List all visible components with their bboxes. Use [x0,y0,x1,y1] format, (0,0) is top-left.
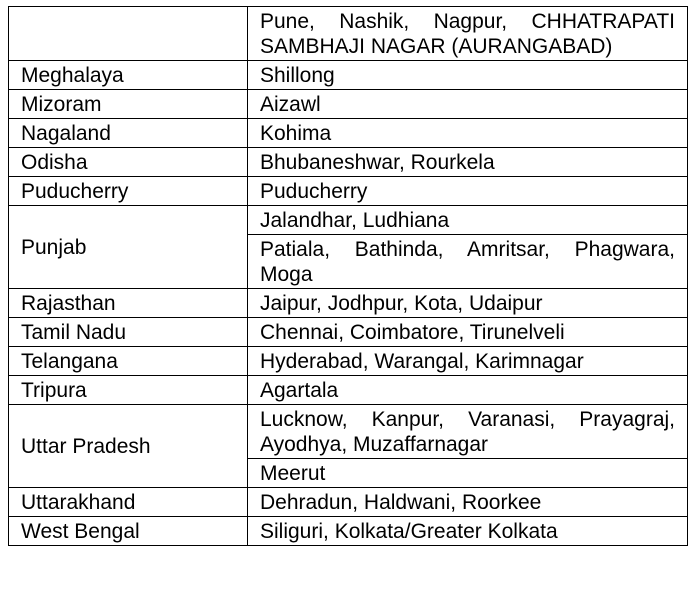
state-cell: Mizoram [9,90,248,119]
table-row [9,488,688,517]
cities-cell: Shillong [248,61,688,90]
state-cell: Tripura [9,376,248,405]
table-row [9,119,688,148]
cities-cell: Siliguri, Kolkata/Greater Kolkata [248,517,688,546]
cities-cell: Jaipur, Jodhpur, Kota, Udaipur [248,289,688,318]
cities-cell: Hyderabad, Warangal, Karimnagar [248,347,688,376]
cities-cell: Meerut [248,459,688,488]
state-cell: Puducherry [9,177,248,206]
table-row [9,517,688,546]
state-cell [9,7,248,61]
state-cell: Rajasthan [9,289,248,318]
table-row [9,177,688,206]
table-row [9,347,688,376]
table-row [9,206,688,235]
table-row [9,376,688,405]
cities-cell: Puducherry [248,177,688,206]
table-row [9,148,688,177]
cities-cell: Chennai, Coimbatore, Tirunelveli [248,318,688,347]
cities-cell: Bhubaneshwar, Rourkela [248,148,688,177]
state-city-table [8,6,688,546]
state-cell: Odisha [9,148,248,177]
table-body [9,7,688,546]
table-row [9,289,688,318]
state-cell: West Bengal [9,517,248,546]
cities-cell: Dehradun, Haldwani, Roorkee [248,488,688,517]
table-row [9,7,688,61]
cities-cell: Patiala, Bathinda, Amritsar, Phagwara, Moga [248,235,688,289]
state-cell: Tamil Nadu [9,318,248,347]
table-row [9,318,688,347]
cities-cell: Lucknow, Kanpur, Varanasi, Prayagraj, Ayodhya, Muzaffarnagar [248,405,688,459]
state-cell: Meghalaya [9,61,248,90]
table-row [9,90,688,119]
state-cell: Uttarakhand [9,488,248,517]
state-cell: Nagaland [9,119,248,148]
cities-cell: Kohima [248,119,688,148]
table-row [9,405,688,459]
cities-cell: Agartala [248,376,688,405]
state-cell: Punjab [9,206,248,289]
state-cell: Uttar Pradesh [9,405,248,488]
table-row [9,61,688,90]
cities-cell: Aizawl [248,90,688,119]
state-cell: Telangana [9,347,248,376]
cities-cell: Jalandhar, Ludhiana [248,206,688,235]
cities-cell: Pune, Nashik, Nagpur, CHHATRAPATI SAMBHAJI NAGAR (AURANGABAD) [248,7,688,61]
